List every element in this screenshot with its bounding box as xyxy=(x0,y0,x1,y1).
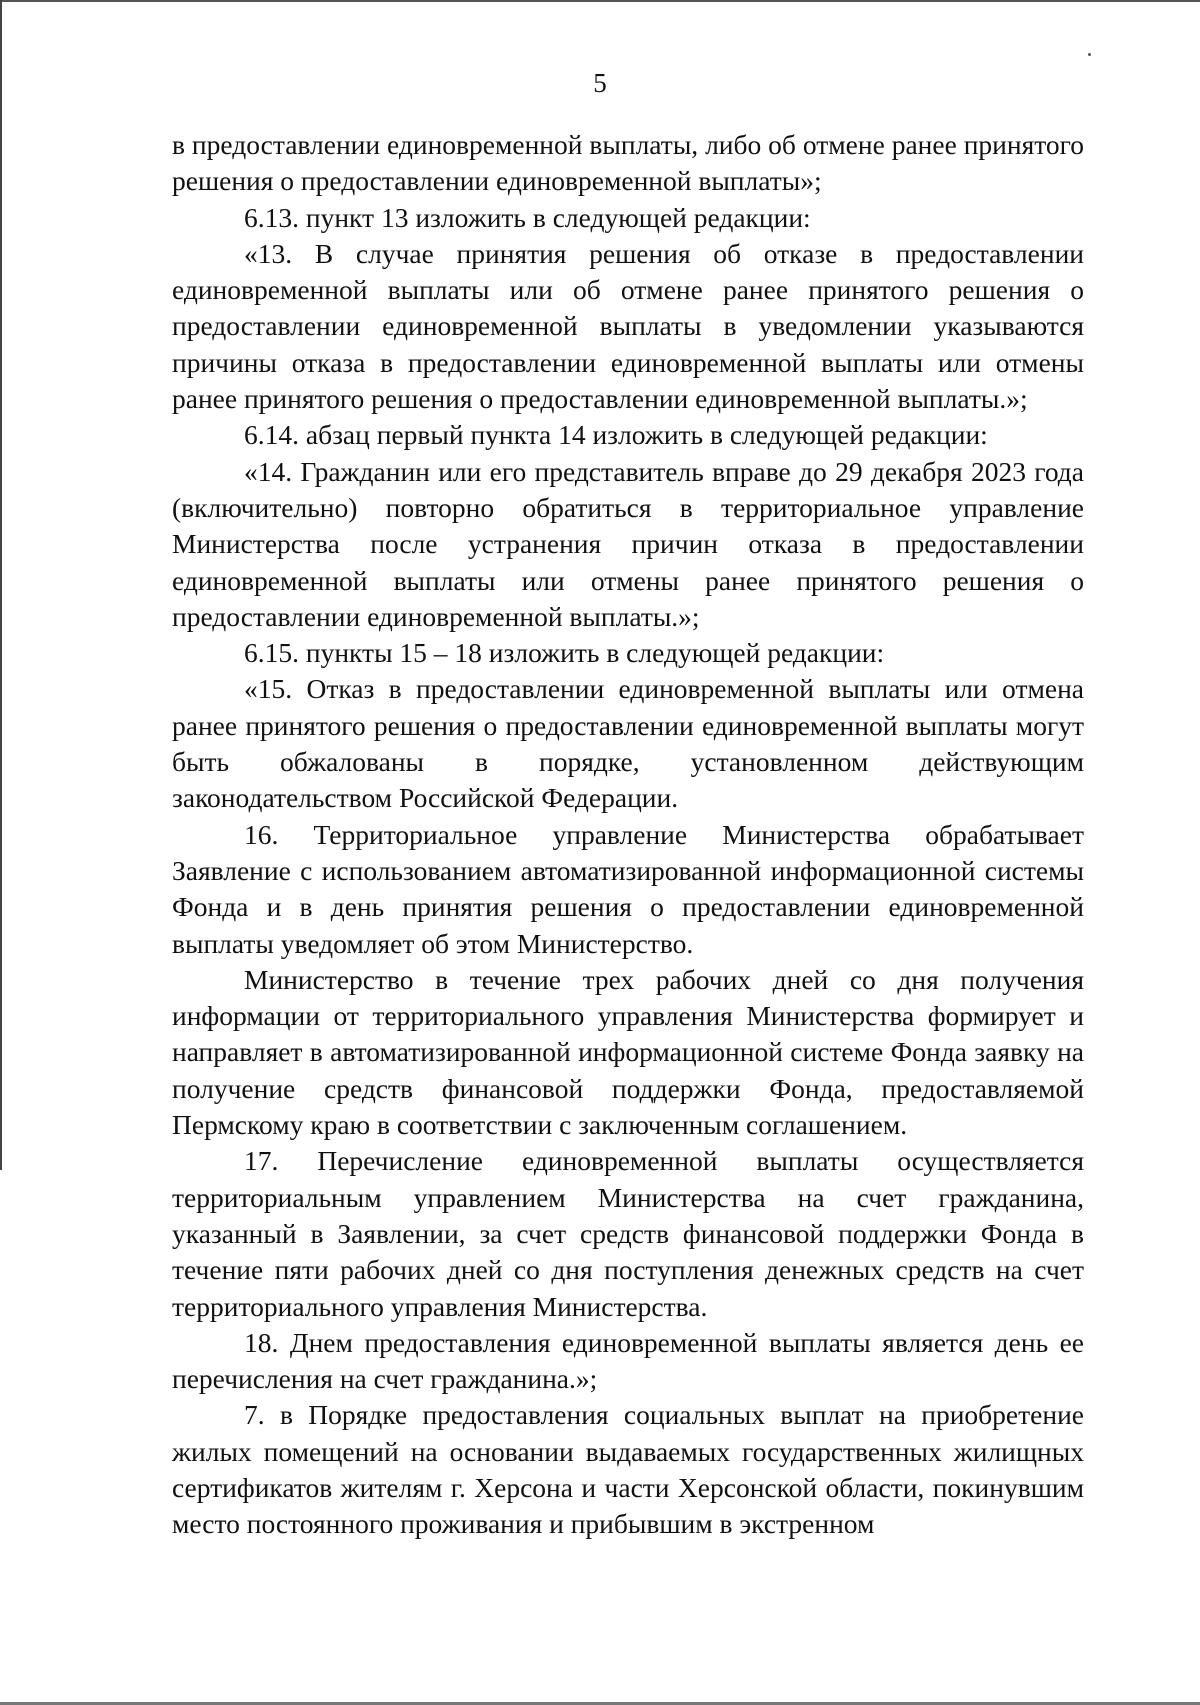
paragraph: 6.13. пункт 13 изложить в следующей редакции: xyxy=(244,201,811,233)
paragraph: 18. Днем предоставления единовременной выплаты является день ее перечисления на счет гражданина.»; xyxy=(172,1326,1084,1395)
scan-speck xyxy=(1088,53,1091,56)
paragraph: 7. в Порядке предоставления социальных выплат на приобретение жилых помещений на основании выдаваемых государственных жилищных сертификатов жителям г. Херсона и части Херсонской области, покинувшим место постоянного проживания и прибывшим в экстренном xyxy=(172,1399,1084,1540)
document-body xyxy=(172,127,1084,1543)
paragraph: 6.15. пункты 15 – 18 изложить в следующей редакции: xyxy=(244,637,885,669)
scan-edge-top xyxy=(0,0,1200,2)
paragraph: Министерство в течение трех рабочих дней со дня получения информации от территориального управления Министерства формирует и направляет в автоматизированной информационной системе Фонда заявку на получение средств финансовой поддержки Фонда, предоставляемой Пермскому краю в соответствии с заключенным соглашением. xyxy=(172,963,1084,1141)
paragraph: 6.14. абзац первый пункта 14 изложить в следующей редакции: xyxy=(244,419,988,451)
paragraph: в предоставлении единовременной выплаты, либо об отмене ранее принятого решения о предоставлении единовременной выплаты»; xyxy=(172,129,1084,197)
scan-edge-left xyxy=(0,0,2,1170)
paragraph: 17. Перечисление единовременной выплаты осуществляется территориальным управлением Министерства на счет гражданина, указанный в Заявлении, за счет средств финансовой поддержки Фонда в течение пяти рабочих дней со дня поступления денежных средств на счет территориального управления Министерства. xyxy=(172,1145,1084,1322)
paragraph: «15. Отказ в предоставлении единовременной выплаты или отмена ранее принятого решения о предоставлении единовременной выплаты могут быть обжалованы в порядке, установленном действующим законодательством Российской Федерации. xyxy=(172,673,1084,814)
paragraph: «13. В случае принятия решения об отказе в предоставлении единовременной выплаты или об отмене ранее принятого решения о предоставлении единовременной выплаты в уведомлении указываются причины отказа в предоставлении единовременной выплаты или отмены ранее принятого решения о предоставлении единовременной выплаты.»; xyxy=(172,237,1084,415)
paragraph: 16. Территориальное управление Министерства обрабатывает Заявление с использованием автоматизированной информационной системы Фонда и в день принятия решения о предоставлении единовременной выплаты уведомляет об этом Министерство. xyxy=(172,818,1084,959)
page-number: 5 xyxy=(593,68,607,98)
paragraph: «14. Гражданин или его представитель вправе до 29 декабря 2023 года (включительно) повторно обратиться в территориальное управление Министерства после устранения причин отказа в предоставлении единовременной выплаты или отмены ранее принятого решения о предоставлении единовременной выплаты.»; xyxy=(172,455,1084,632)
